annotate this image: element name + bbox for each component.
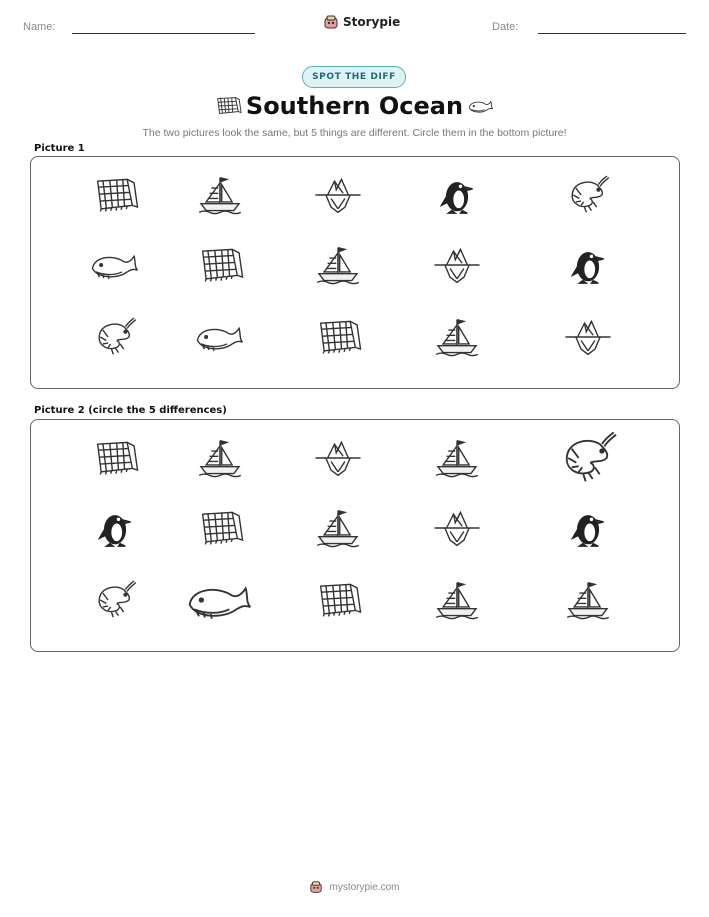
page-title: Southern Ocean [245, 92, 464, 120]
shrimp-icon[interactable] [89, 580, 141, 620]
sailboat-icon [194, 175, 246, 215]
whale-icon [89, 245, 141, 285]
penguin-icon [431, 175, 483, 215]
iceberg-icon [562, 317, 614, 357]
picture2-panel[interactable] [30, 419, 680, 652]
footer-url[interactable]: mystorypie.com [329, 881, 400, 893]
date-line[interactable] [538, 33, 686, 34]
name-label: Name: [23, 21, 56, 33]
sailboat-icon[interactable] [431, 438, 483, 478]
pie-mascot-icon [309, 880, 323, 894]
sailboat-icon[interactable] [194, 438, 246, 478]
sailboat-icon[interactable] [562, 580, 614, 620]
picture1-label: Picture 1 [34, 143, 85, 154]
iceberg-icon[interactable] [431, 508, 483, 548]
footer [0, 880, 709, 894]
penguin-icon [562, 245, 614, 285]
shrimp-icon[interactable] [553, 432, 623, 484]
sailboat-icon [431, 317, 483, 357]
penguin-icon[interactable] [562, 508, 614, 548]
iceberg-icon [431, 245, 483, 285]
name-line[interactable] [72, 33, 255, 34]
instructions: The two pictures look the same, but 5 things are different. Circle them in the bottom picture! [142, 127, 567, 139]
whale-icon [466, 97, 496, 115]
blanket-icon [89, 175, 141, 215]
blanket-icon [194, 245, 246, 285]
whale-icon [194, 317, 246, 357]
picture2-label: Picture 2 (circle the 5 differences) [34, 405, 227, 416]
shrimp-icon [89, 317, 141, 357]
whale-icon[interactable] [185, 574, 255, 626]
brand-logo [323, 14, 400, 30]
shrimp-icon [562, 175, 614, 215]
sailboat-icon [312, 245, 364, 285]
iceberg-icon[interactable] [312, 438, 364, 478]
blanket-icon[interactable] [89, 438, 141, 478]
brand-name: Storypie [343, 15, 401, 29]
blanket-icon [312, 317, 364, 357]
penguin-icon[interactable] [89, 508, 141, 548]
pie-mascot-icon [323, 14, 339, 30]
picture1-panel [30, 156, 680, 389]
blanket-icon[interactable] [312, 580, 364, 620]
sailboat-icon[interactable] [431, 580, 483, 620]
sailboat-icon[interactable] [312, 508, 364, 548]
date-label: Date: [492, 21, 519, 33]
iceberg-icon [312, 175, 364, 215]
spot-the-diff-badge: SPOT THE DIFF [302, 66, 406, 88]
blanket-icon[interactable] [194, 508, 246, 548]
